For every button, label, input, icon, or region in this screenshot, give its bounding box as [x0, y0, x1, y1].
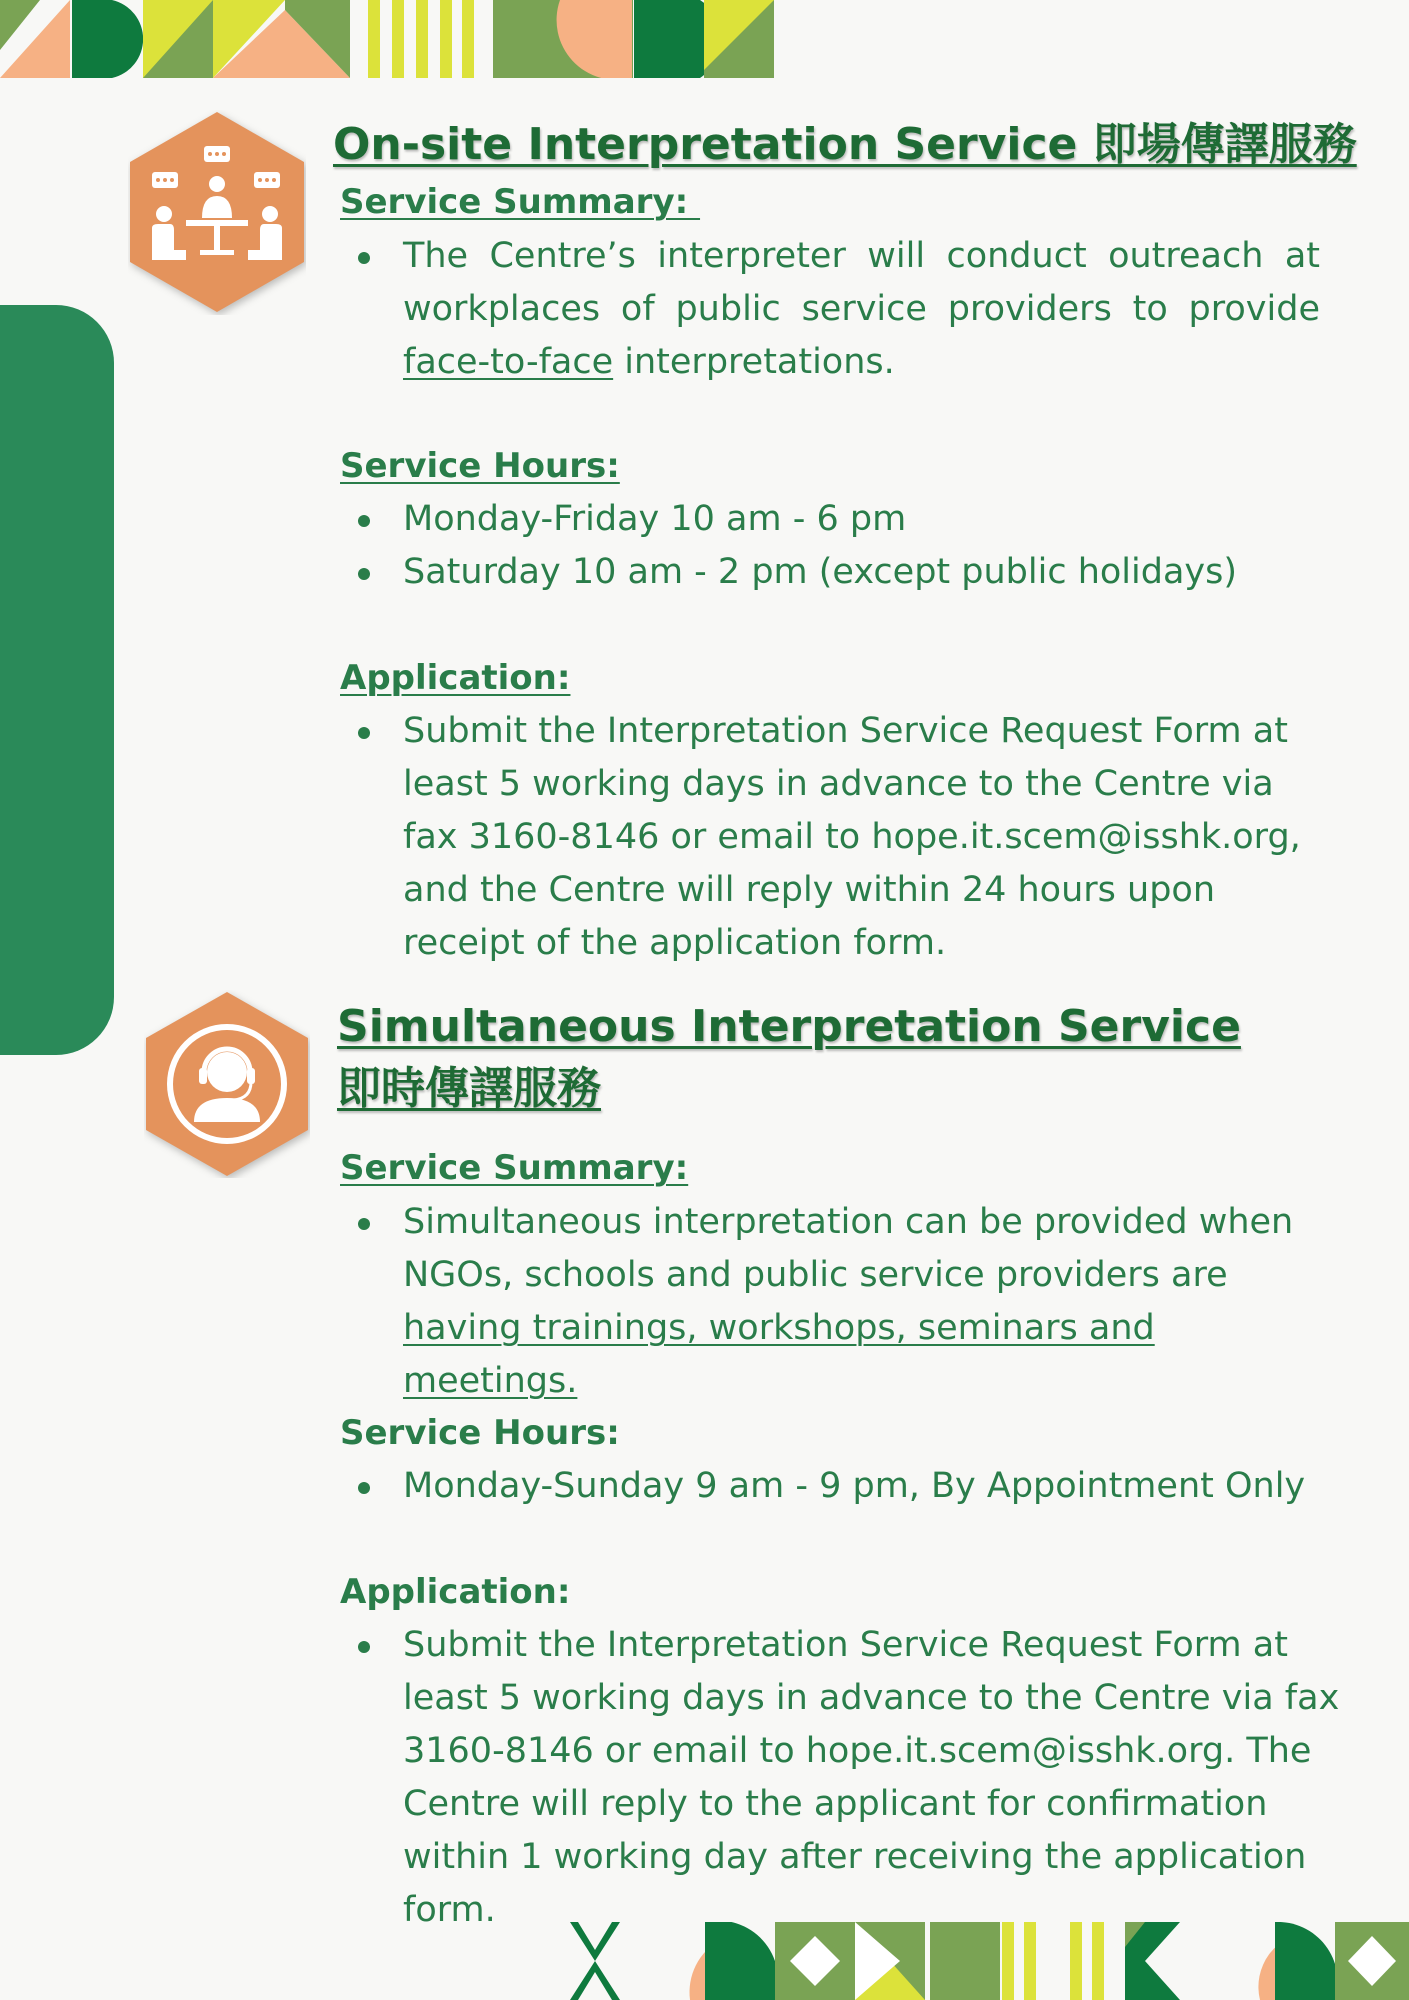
face-to-face-text: face-to-face — [403, 342, 614, 382]
section2-hours-list — [340, 1460, 1340, 1513]
side-green-bar — [0, 305, 114, 1055]
list-item: Monday-Sunday 9 am - 9 pm, By Appointment Only — [340, 1460, 1340, 1513]
section2-summary-list — [340, 1196, 1340, 1408]
top-decorative-banner — [0, 0, 775, 78]
bottom-decorative-banner — [570, 1922, 1409, 2000]
section2-application-heading: Application: — [340, 1572, 571, 1612]
section1-title: On-site Interpretation Service 即場傳譯服務 — [333, 119, 1357, 170]
section1-application-heading: Application: — [340, 658, 571, 698]
trainings-text: having trainings, workshops, seminars and meetings. — [403, 1308, 1155, 1401]
section1-hours-heading: Service Hours: — [340, 446, 620, 486]
section2-application-list — [340, 1619, 1340, 1937]
section1-hours-list — [340, 493, 1340, 599]
list-item: Saturday 10 am - 2 pm (except public holidays) — [340, 546, 1340, 599]
list-item: Submit the Interpretation Service Request Form at least 5 working days in advance to the Centre via fax 3160-8146 or email to hope.it.scem@isshk.org. The Centre will reply to the applicant for confirmation within 1 working day after receiving the application form. — [340, 1619, 1340, 1937]
list-item: Submit the Interpretation Service Request Form at least 5 working days in advance to the Centre via fax 3160-8146 or email to hope.it.scem@isshk.org, and the Centre will reply within 24 hours upon receipt of the application form. — [340, 705, 1320, 970]
section2-title-line1: Simultaneous Interpretation Service — [337, 1001, 1241, 1052]
list-item — [340, 230, 1320, 389]
section2-summary-heading: Service Summary: — [340, 1148, 689, 1188]
list-item: Monday-Friday 10 am - 6 pm — [340, 493, 1340, 546]
summary-text-end: interpretations. — [613, 342, 895, 382]
summary-text: The Centre’s interpreter will conduct outreach at workplaces of public service providers to provide — [403, 236, 1320, 329]
headset-user-icon — [144, 990, 310, 1182]
section1-summary-list — [340, 230, 1320, 389]
section1-application-list — [340, 705, 1320, 970]
list-item — [340, 1196, 1340, 1408]
section2-title — [337, 996, 1241, 1120]
section2-title-line2: 即時傳譯服務 — [337, 1063, 601, 1114]
summary-text: Simultaneous interpretation can be provided when NGOs, schools and public service providers are — [403, 1202, 1294, 1295]
section1-summary-heading: Service Summary: — [340, 182, 701, 222]
section2-hours-heading: Service Hours: — [340, 1413, 620, 1453]
meeting-icon — [128, 110, 306, 319]
